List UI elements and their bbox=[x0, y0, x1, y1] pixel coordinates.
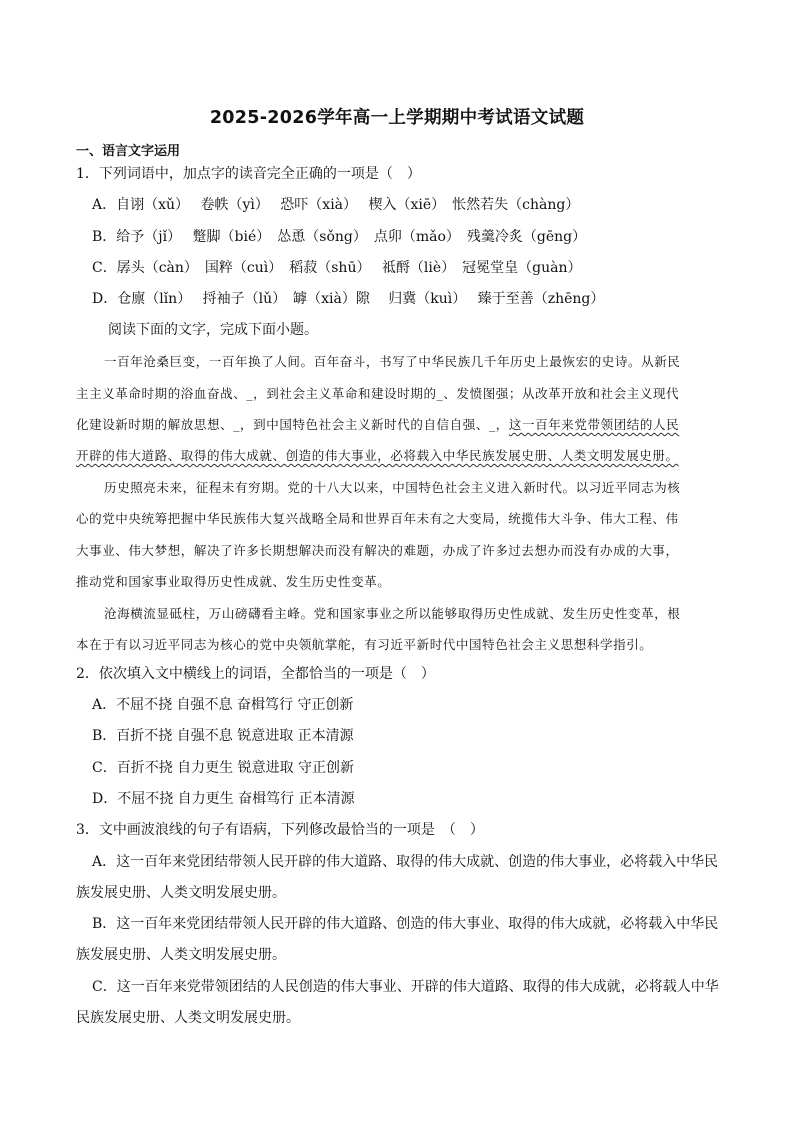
passage-line: 本在于有以习近平同志为核心的党中央领航掌舵，有习近平新时代中国特色社会主义思想科学指引。 bbox=[76, 637, 653, 652]
question-1-option-b: B．给予（jǐ） 蹩脚（bié） 怂恿（sǒng） 点卯（mǎo） 残羹冷炙（gēng） bbox=[92, 229, 587, 245]
question-2-option-c: C．百折不挠 自力更生 锐意进取 守正创新 bbox=[92, 760, 355, 776]
passage-line bbox=[76, 446, 679, 466]
section-heading: 一、语言文字运用 bbox=[76, 144, 181, 159]
wavy-underlined-sentence: 开辟的伟大道路、取得的伟大成就、创造的伟大事业，必将载入中华民族发展史册、人类文明发展史册。 bbox=[76, 448, 679, 463]
passage-line bbox=[76, 415, 679, 435]
question-3-option-a: A．这一百年来党团结带领人民开辟的伟大道路、取得的伟大成就、创造的伟大事业，必将载入中华民 bbox=[92, 854, 719, 870]
passage-line: 心的党中央统筹把握中华民族伟大复兴战略全局和世界百年未有之大变局，统揽伟大斗争、伟大工程、伟 bbox=[76, 511, 679, 526]
question-3-option-c-cont: 民族发展史册、人类文明发展史册。 bbox=[76, 1010, 300, 1026]
question-1-stem: 1．下列词语中，加点字的读音完全正确的一项是（ ） bbox=[76, 166, 421, 182]
question-3-option-a-cont: 族发展史册、人类文明发展史册。 bbox=[76, 885, 286, 901]
passage-line: 一百年沧桑巨变，一百年换了人间。百年奋斗，书写了中华民族几千年历史上最恢宏的史诗。从新民 bbox=[104, 354, 681, 369]
question-2-option-a: A．不屈不挠 自强不息 奋楫笃行 守正创新 bbox=[92, 697, 354, 713]
question-2-option-d: D．不屈不挠 自力更生 奋楫笃行 正本清源 bbox=[92, 791, 355, 807]
passage-line: 大事业、伟大梦想，解决了许多长期想解决而没有解决的难题，办成了许多过去想办而没有办成的大事， bbox=[76, 543, 679, 558]
passage-line: 历史照亮未来，征程未有穷期。党的十八大以来，中国特色社会主义进入新时代。以习近平同志为核 bbox=[104, 480, 681, 495]
wavy-underlined-sentence: 这一百年来党带领团结的人民 bbox=[508, 417, 680, 432]
passage-line: 沧海横流显砥柱，万山磅礴看主峰。党和国家事业之所以能够取得历史性成就、发生历史性变革，根 bbox=[104, 606, 681, 621]
question-1-option-c: C．孱头（càn） 国粹（cuì） 稻菽（shū） 祗酹（liè） 冠冕堂皇（guàn） bbox=[92, 260, 582, 276]
page-title: 2025-2026学年高一上学期期中考试语文试题 bbox=[209, 108, 585, 128]
passage-line: 推动党和国家事业取得历史性成就、发生历史性变革。 bbox=[76, 574, 391, 589]
question-3-option-b-cont: 族发展史册、人类文明发展史册。 bbox=[76, 947, 286, 963]
question-3-option-b: B．这一百年来党团结带领人民开辟的伟大道路、创造的伟大事业、取得的伟大成就，必将载入中华民 bbox=[92, 916, 719, 932]
question-2-option-b: B．百折不挠 自强不息 锐意进取 正本清源 bbox=[92, 728, 354, 744]
question-1-option-a: A．自诩（xǔ） 卷帙（yì） 恐吓（xià） 楔入（xiē） 怅然若失（chàng） bbox=[92, 197, 580, 213]
passage-text: 化建设新时期的解放思想、_，到中国特色社会主义新时代的自信自强、_， bbox=[76, 417, 509, 432]
passage-line: 主主义革命时期的浴血奋战、_，到社会主义革命和建设时期的_、发愤图强；从改革开放和社会主义现代 bbox=[76, 386, 680, 401]
reading-instruction: 阅读下面的文字，完成下面小题。 bbox=[108, 322, 318, 338]
question-1-option-d: D．仓廪（lǐn） 捋袖子（lǔ） 罅（xià）隙 归冀（kuì） 臻于至善（zhēng） bbox=[92, 291, 605, 307]
question-2-stem: 2．依次填入文中横线上的词语，全都恰当的一项是（ ） bbox=[76, 666, 435, 682]
question-3-stem: 3．文中画波浪线的句子有语病，下列修改最恰当的一项是 （ ） bbox=[76, 822, 484, 838]
question-3-option-c: C．这一百年来党带领团结的人民创造的伟大事业、开辟的伟大道路、取得的伟大成就，必将载人中华 bbox=[92, 979, 719, 995]
